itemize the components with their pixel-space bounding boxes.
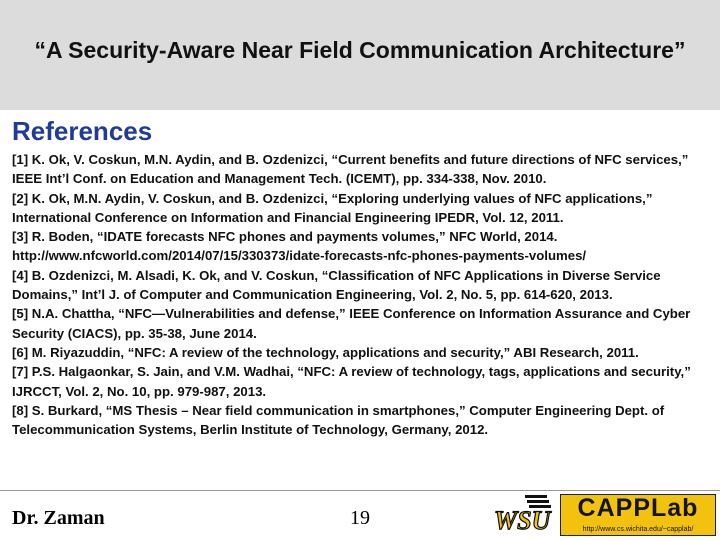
reference-item: [5] N.A. Chattha, “NFC—Vulnerabilities and defense,” IEEE Conference on Information Assurance and Cyber Security (CIACS), pp. 35-38, June 2014. bbox=[12, 306, 691, 341]
reference-list bbox=[12, 150, 712, 439]
wsu-logo-text: WSU bbox=[494, 506, 551, 535]
page-number: 19 bbox=[350, 507, 370, 529]
slide-title: “A Security-Aware Near Field Communication Architecture” bbox=[34, 37, 686, 63]
reference-item: [6] M. Riyazuddin, “NFC: A review of the technology, applications and security,” ABI Research, 2011. bbox=[12, 344, 639, 360]
capplab-url: http://www.cs.wichita.edu/~capplab/ bbox=[582, 526, 694, 533]
reference-item: [2] K. Ok, M.N. Aydin, V. Coskun, and B. Ozdenizci, “Exploring underlying values of NFC applications,” International Conference on Information and Financial Engineering IPEDR, Vol. 12, 2011. bbox=[12, 190, 653, 225]
reference-item: [3] R. Boden, “IDATE forecasts NFC phones and payments volumes,” NFC World, 2014. http://www.nfcworld.com/2014/07/15/330373/idate-forecasts-nfc-phones-payments-volumes/ bbox=[12, 229, 587, 264]
reference-item: [1] K. Ok, V. Coskun, M.N. Aydin, and B. Ozdenizci, “Current benefits and future directions of NFC services,” IEEE Int’l Conf. on Education and Management Tech. (ICEMT), pp. 334-338, Nov. 2010. bbox=[12, 152, 689, 187]
section-heading: References bbox=[12, 116, 153, 146]
capplab-logo bbox=[560, 494, 716, 536]
wsu-logo-icon bbox=[491, 493, 557, 535]
capplab-logo-text: CAPPLab bbox=[577, 494, 699, 522]
footer-divider bbox=[0, 490, 720, 491]
footer-author: Dr. Zaman bbox=[12, 507, 105, 529]
reference-item: [7] P.S. Halgaonkar, S. Jain, and V.M. Wadhai, “NFC: A review of technology, tags, applications and security,” IJRCCT, Vol. 2, No. 10, pp. 979-987, 2013. bbox=[12, 364, 691, 399]
reference-item: [4] B. Ozdenizci, M. Alsadi, K. Ok, and V. Coskun, “Classification of NFC Applications in Diverse Service Domains,” Int’l J. of Computer and Communication Engineering, Vol. 2, No. 5, pp. 614-620, 2013. bbox=[12, 267, 661, 303]
reference-item: [8] S. Burkard, “MS Thesis – Near field communication in smartphones,” Computer Engineering Dept. of Telecommunication Systems, Berlin Institute of Technology, Germany, 2012. bbox=[12, 402, 665, 438]
